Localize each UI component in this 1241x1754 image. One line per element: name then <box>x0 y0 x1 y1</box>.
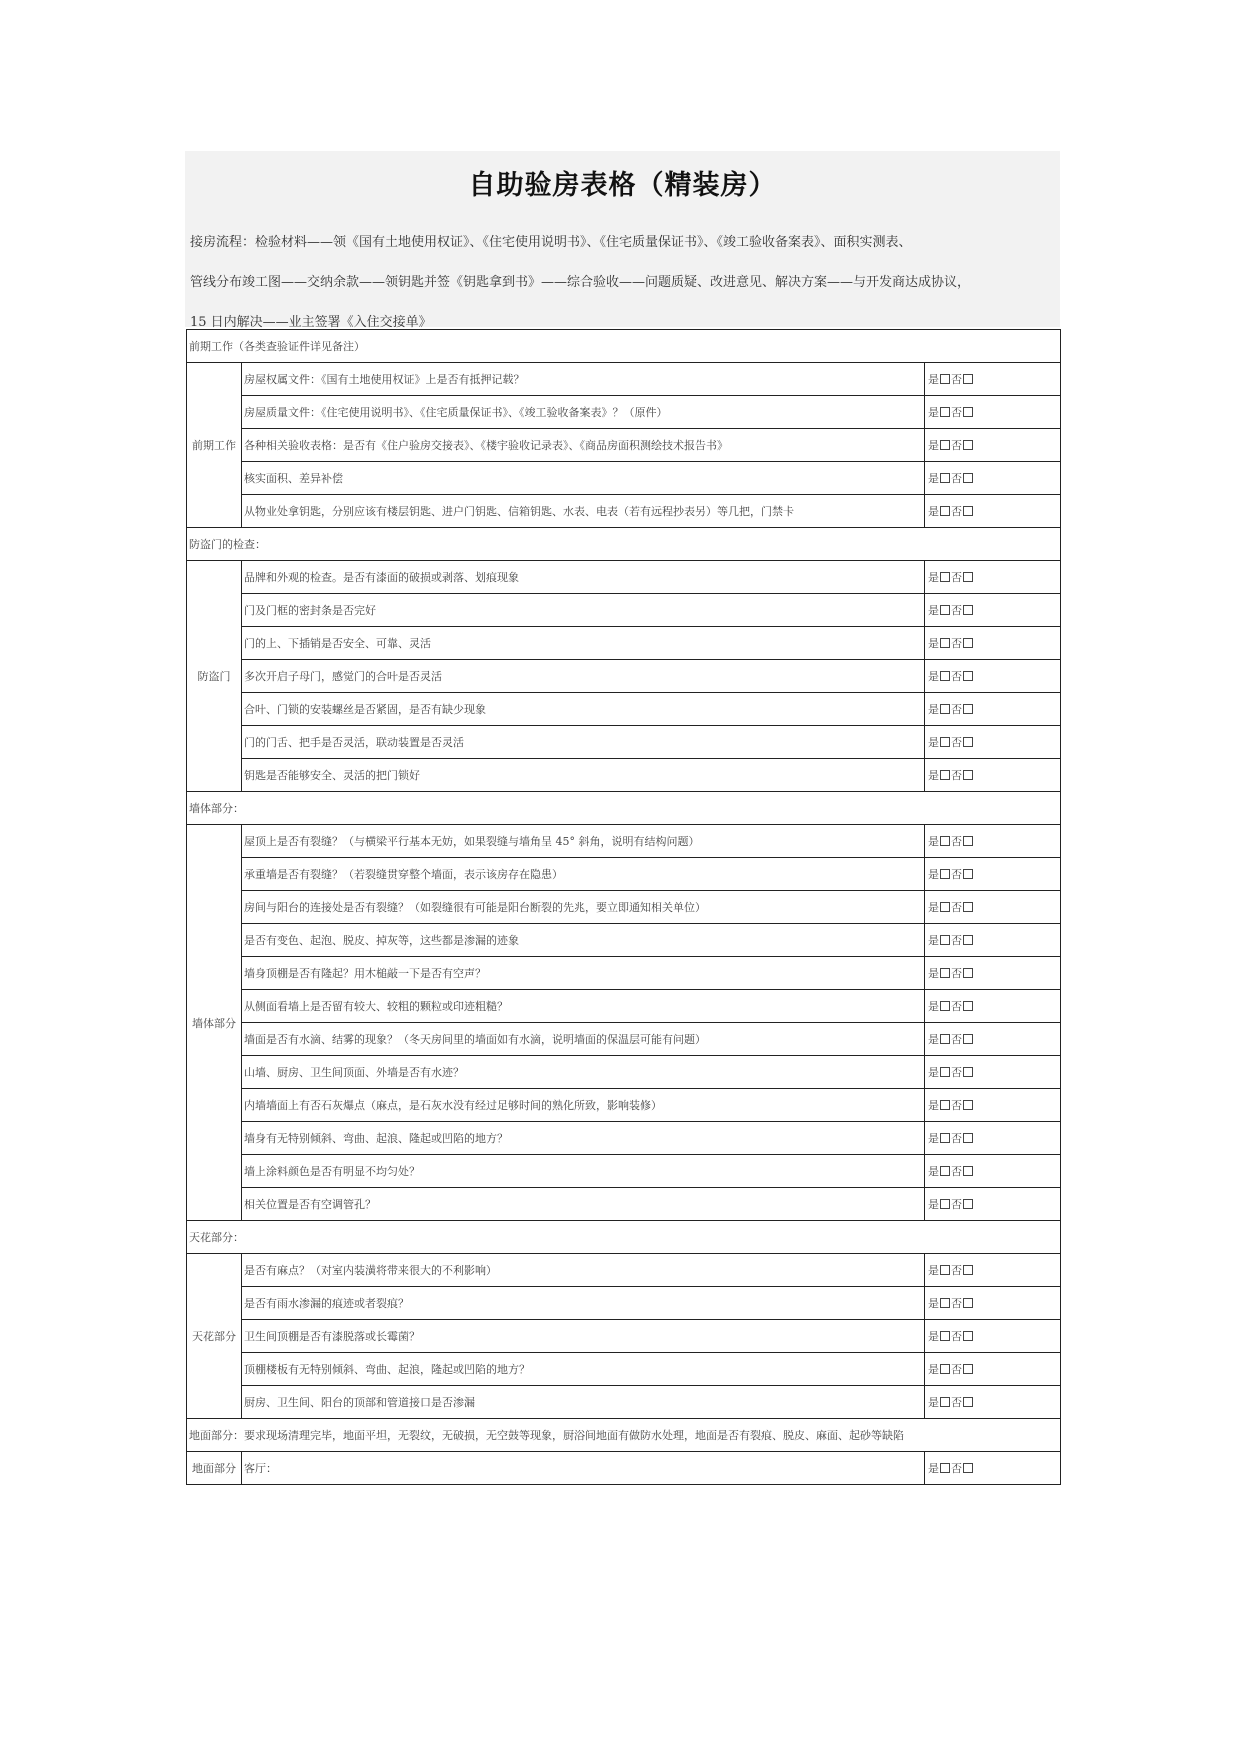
no-label: 否 <box>951 1264 962 1277</box>
yes-label: 是 <box>928 406 939 419</box>
yes-checkbox[interactable] <box>940 1067 950 1077</box>
yes-label: 是 <box>928 1264 939 1277</box>
page-title: 自助验房表格（精装房） <box>468 170 777 201</box>
no-label: 否 <box>951 901 962 914</box>
check-item: 房屋质量文件：《住宅使用说明书》、《住宅质量保证书》、《竣工验收备案表》？（原件） <box>242 396 925 429</box>
yes-no-check-cell <box>925 1122 1061 1155</box>
yes-no-check-cell <box>925 1023 1061 1056</box>
no-checkbox[interactable] <box>963 1034 973 1044</box>
yes-label: 是 <box>928 373 939 386</box>
yes-no-check-cell <box>925 627 1061 660</box>
table-row <box>187 693 1061 726</box>
yes-label: 是 <box>928 1099 939 1112</box>
yes-no-check-cell <box>925 1452 1061 1485</box>
check-item: 房屋权属文件：《国有土地使用权证》上是否有抵押记载？ <box>242 363 925 396</box>
no-checkbox[interactable] <box>963 1001 973 1011</box>
no-checkbox[interactable] <box>963 638 973 648</box>
table-row <box>187 462 1061 495</box>
yes-checkbox[interactable] <box>940 704 950 714</box>
yes-label: 是 <box>928 1066 939 1079</box>
no-checkbox[interactable] <box>963 836 973 846</box>
no-label: 否 <box>951 1330 962 1343</box>
yes-label: 是 <box>928 1396 939 1409</box>
yes-label: 是 <box>928 736 939 749</box>
section-header: 地面部分：要求现场清理完毕，地面平坦，无裂纹，无破损，无空鼓等现象，厨浴间地面有做防水处理，地面是否有裂痕、脱皮、麻面、起砂等缺陷 <box>187 1419 1061 1452</box>
yes-checkbox[interactable] <box>940 1463 950 1473</box>
yes-no-check-cell <box>925 396 1061 429</box>
yes-no-check-cell <box>925 759 1061 792</box>
table-row <box>187 1386 1061 1419</box>
check-item: 卫生间顶棚是否有漆脱落或长霉菌？ <box>242 1320 925 1353</box>
yes-checkbox[interactable] <box>940 770 950 780</box>
check-item: 墙面是否有水滴、结雾的现象？（冬天房间里的墙面如有水滴，说明墙面的保温层可能有问题） <box>242 1023 925 1056</box>
yes-label: 是 <box>928 835 939 848</box>
check-item: 核实面积、差异补偿 <box>242 462 925 495</box>
yes-no-check-cell <box>925 561 1061 594</box>
yes-label: 是 <box>928 637 939 650</box>
no-label: 否 <box>951 637 962 650</box>
table-row <box>187 396 1061 429</box>
table-row <box>187 891 1061 924</box>
section-label: 防盗门 <box>187 561 242 792</box>
no-checkbox[interactable] <box>963 869 973 879</box>
no-label: 否 <box>951 1132 962 1145</box>
table-row <box>187 594 1061 627</box>
check-item: 墙上涂料颜色是否有明显不均匀处？ <box>242 1155 925 1188</box>
yes-checkbox[interactable] <box>940 737 950 747</box>
check-item: 承重墙是否有裂缝？（若裂缝贯穿整个墙面，表示该房存在隐患） <box>242 858 925 891</box>
yes-checkbox[interactable] <box>940 1199 950 1209</box>
yes-label: 是 <box>928 1000 939 1013</box>
table-row <box>187 363 1061 396</box>
yes-label: 是 <box>928 1033 939 1046</box>
table-row <box>187 957 1061 990</box>
check-item: 多次开启子母门，感觉门的合叶是否灵活 <box>242 660 925 693</box>
yes-no-check-cell <box>925 495 1061 528</box>
no-checkbox[interactable] <box>963 1265 973 1275</box>
yes-no-check-cell <box>925 1188 1061 1221</box>
yes-label: 是 <box>928 1132 939 1145</box>
no-checkbox[interactable] <box>963 1298 973 1308</box>
no-checkbox[interactable] <box>963 1100 973 1110</box>
check-item: 从侧面看墙上是否留有较大、较粗的颗粒或印迹粗糙？ <box>242 990 925 1023</box>
check-item: 内墙墙面上有否石灰爆点（麻点，是石灰水没有经过足够时间的熟化所致，影响装修） <box>242 1089 925 1122</box>
section-header-row <box>187 528 1061 561</box>
yes-label: 是 <box>928 703 939 716</box>
no-checkbox[interactable] <box>963 737 973 747</box>
yes-checkbox[interactable] <box>940 407 950 417</box>
no-label: 否 <box>951 406 962 419</box>
yes-checkbox[interactable] <box>940 1100 950 1110</box>
no-checkbox[interactable] <box>963 1133 973 1143</box>
no-checkbox[interactable] <box>963 605 973 615</box>
no-label: 否 <box>951 868 962 881</box>
no-checkbox[interactable] <box>963 1463 973 1473</box>
table-row <box>187 1254 1061 1287</box>
yes-checkbox[interactable] <box>940 671 950 681</box>
yes-label: 是 <box>928 934 939 947</box>
no-checkbox[interactable] <box>963 572 973 582</box>
no-checkbox[interactable] <box>963 935 973 945</box>
yes-no-check-cell <box>925 1155 1061 1188</box>
section-header: 防盗门的检查： <box>187 528 1061 561</box>
yes-label: 是 <box>928 1297 939 1310</box>
section-header-row <box>187 1221 1061 1254</box>
no-checkbox[interactable] <box>963 1199 973 1209</box>
no-label: 否 <box>951 1033 962 1046</box>
no-checkbox[interactable] <box>963 770 973 780</box>
no-label: 否 <box>951 373 962 386</box>
table-row <box>187 1188 1061 1221</box>
yes-checkbox[interactable] <box>940 374 950 384</box>
table-row <box>187 1452 1061 1485</box>
yes-no-check-cell <box>925 1254 1061 1287</box>
yes-no-check-cell <box>925 825 1061 858</box>
no-label: 否 <box>951 439 962 452</box>
no-label: 否 <box>951 736 962 749</box>
no-label: 否 <box>951 1000 962 1013</box>
yes-no-check-cell <box>925 726 1061 759</box>
yes-checkbox[interactable] <box>940 968 950 978</box>
no-label: 否 <box>951 505 962 518</box>
no-label: 否 <box>951 670 962 683</box>
yes-no-check-cell <box>925 693 1061 726</box>
no-checkbox[interactable] <box>963 704 973 714</box>
yes-no-check-cell <box>925 594 1061 627</box>
yes-checkbox[interactable] <box>940 605 950 615</box>
no-label: 否 <box>951 967 962 980</box>
yes-no-check-cell <box>925 924 1061 957</box>
section-label: 墙体部分 <box>187 825 242 1221</box>
section-header-row <box>187 792 1061 825</box>
yes-checkbox[interactable] <box>940 473 950 483</box>
yes-checkbox[interactable] <box>940 1133 950 1143</box>
no-label: 否 <box>951 934 962 947</box>
no-checkbox[interactable] <box>963 1331 973 1341</box>
inspection-table <box>186 329 1061 1485</box>
yes-label: 是 <box>928 1330 939 1343</box>
yes-no-check-cell <box>925 891 1061 924</box>
table-row <box>187 1353 1061 1386</box>
no-label: 否 <box>951 604 962 617</box>
yes-checkbox[interactable] <box>940 869 950 879</box>
no-label: 否 <box>951 571 962 584</box>
yes-label: 是 <box>928 868 939 881</box>
check-item: 各种相关验收表格：是否有《住户验房交接表》、《楼宇验收记录表》、《商品房面积测绘技术报告书》 <box>242 429 925 462</box>
yes-checkbox[interactable] <box>940 1298 950 1308</box>
check-item: 合叶、门锁的安装螺丝是否紧固，是否有缺少现象 <box>242 693 925 726</box>
check-item: 墙身顶棚是否有隆起？用木槌敲一下是否有空声？ <box>242 957 925 990</box>
yes-checkbox[interactable] <box>940 1265 950 1275</box>
section-label: 天花部分 <box>187 1254 242 1419</box>
yes-label: 是 <box>928 670 939 683</box>
document-header <box>185 151 1060 330</box>
yes-no-check-cell <box>925 1386 1061 1419</box>
yes-no-check-cell <box>925 990 1061 1023</box>
table-row <box>187 1122 1061 1155</box>
no-checkbox[interactable] <box>963 902 973 912</box>
yes-checkbox[interactable] <box>940 572 950 582</box>
yes-label: 是 <box>928 1165 939 1178</box>
no-checkbox[interactable] <box>963 1397 973 1407</box>
no-label: 否 <box>951 1099 962 1112</box>
yes-no-check-cell <box>925 462 1061 495</box>
yes-checkbox[interactable] <box>940 1001 950 1011</box>
check-item: 房间与阳台的连接处是否有裂缝？（如裂缝很有可能是阳台断裂的先兆，要立即通知相关单位） <box>242 891 925 924</box>
no-checkbox[interactable] <box>963 506 973 516</box>
yes-checkbox[interactable] <box>940 1364 950 1374</box>
no-checkbox[interactable] <box>963 968 973 978</box>
yes-checkbox[interactable] <box>940 1331 950 1341</box>
table-row <box>187 858 1061 891</box>
yes-checkbox[interactable] <box>940 902 950 912</box>
yes-no-check-cell <box>925 1089 1061 1122</box>
yes-no-check-cell <box>925 363 1061 396</box>
check-item: 是否有变色、起泡、脱皮、掉灰等，这些都是渗漏的迹象 <box>242 924 925 957</box>
no-label: 否 <box>951 1363 962 1376</box>
yes-label: 是 <box>928 1363 939 1376</box>
yes-label: 是 <box>928 472 939 485</box>
check-item: 顶棚楼板有无特别倾斜、弯曲、起浪，隆起或凹陷的地方？ <box>242 1353 925 1386</box>
table-row <box>187 726 1061 759</box>
section-header: 墙体部分： <box>187 792 1061 825</box>
table-row <box>187 990 1061 1023</box>
table-row <box>187 429 1061 462</box>
section-label: 前期工作 <box>187 363 242 528</box>
no-checkbox[interactable] <box>963 407 973 417</box>
table-row <box>187 495 1061 528</box>
no-label: 否 <box>951 703 962 716</box>
no-label: 否 <box>951 1198 962 1211</box>
yes-no-check-cell <box>925 858 1061 891</box>
check-item: 从物业处拿钥匙，分别应该有楼层钥匙、进户门钥匙、信箱钥匙、水表、电表（若有远程抄表另）等几把，门禁卡 <box>242 495 925 528</box>
process-flow-line-2: 管线分布竣工图——交纳余款——领钥匙并签《钥匙拿到书》——综合验收——问题质疑、改进意见、解决方案——与开发商达成协议， <box>190 275 971 290</box>
yes-no-check-cell <box>925 660 1061 693</box>
check-item: 品牌和外观的检查。是否有漆面的破损或剥落、划痕现象 <box>242 561 925 594</box>
yes-checkbox[interactable] <box>940 638 950 648</box>
table-row <box>187 825 1061 858</box>
check-item: 屋顶上是否有裂缝？（与横梁平行基本无妨，如果裂缝与墙角呈 45° 斜角，说明有结构问题） <box>242 825 925 858</box>
yes-checkbox[interactable] <box>940 1397 950 1407</box>
no-label: 否 <box>951 835 962 848</box>
yes-checkbox[interactable] <box>940 935 950 945</box>
check-item: 客厅： <box>242 1452 925 1485</box>
yes-no-check-cell <box>925 429 1061 462</box>
section-header-row <box>187 1419 1061 1452</box>
no-label: 否 <box>951 1165 962 1178</box>
check-item: 墙身有无特别倾斜、弯曲、起浪、隆起或凹陷的地方？ <box>242 1122 925 1155</box>
table-row <box>187 660 1061 693</box>
section-header-row <box>187 330 1061 363</box>
no-label: 否 <box>951 1396 962 1409</box>
no-checkbox[interactable] <box>963 1166 973 1176</box>
table-row <box>187 627 1061 660</box>
yes-label: 是 <box>928 901 939 914</box>
table-row <box>187 1287 1061 1320</box>
yes-label: 是 <box>928 769 939 782</box>
no-label: 否 <box>951 472 962 485</box>
no-checkbox[interactable] <box>963 671 973 681</box>
check-item: 门的门舌、把手是否灵活，联动装置是否灵活 <box>242 726 925 759</box>
yes-no-check-cell <box>925 957 1061 990</box>
table-row <box>187 1089 1061 1122</box>
table-row <box>187 924 1061 957</box>
yes-checkbox[interactable] <box>940 1166 950 1176</box>
yes-label: 是 <box>928 505 939 518</box>
yes-checkbox[interactable] <box>940 506 950 516</box>
process-flow-line-1: 接房流程：检验材料——领《国有土地使用权证》、《住宅使用说明书》、《住宅质量保证书》、《竣工验收备案表》、面积实测表、 <box>190 235 912 250</box>
check-item: 厨房、卫生间、阳台的顶部和管道接口是否渗漏 <box>242 1386 925 1419</box>
table-row <box>187 1023 1061 1056</box>
check-item: 门的上、下插销是否安全、可靠、灵活 <box>242 627 925 660</box>
no-label: 否 <box>951 769 962 782</box>
no-label: 否 <box>951 1066 962 1079</box>
yes-label: 是 <box>928 604 939 617</box>
yes-label: 是 <box>928 571 939 584</box>
no-checkbox[interactable] <box>963 440 973 450</box>
table-row <box>187 1155 1061 1188</box>
section-label: 地面部分 <box>187 1452 242 1485</box>
no-checkbox[interactable] <box>963 374 973 384</box>
yes-checkbox[interactable] <box>940 440 950 450</box>
section-header: 前期工作（各类查验证件详见备注） <box>187 330 1061 363</box>
yes-no-check-cell <box>925 1353 1061 1386</box>
no-checkbox[interactable] <box>963 1067 973 1077</box>
process-flow-line-3: 15 日内解决——业主签署《入住交接单》 <box>190 315 432 330</box>
no-checkbox[interactable] <box>963 1364 973 1374</box>
table-row <box>187 561 1061 594</box>
check-item: 钥匙是否能够安全、灵活的把门锁好 <box>242 759 925 792</box>
table-row <box>187 1320 1061 1353</box>
yes-checkbox[interactable] <box>940 1034 950 1044</box>
yes-label: 是 <box>928 1462 939 1475</box>
check-item: 是否有雨水渗漏的痕迹或者裂痕？ <box>242 1287 925 1320</box>
yes-label: 是 <box>928 967 939 980</box>
yes-label: 是 <box>928 1198 939 1211</box>
check-item: 山墙、厨房、卫生间顶面、外墙是否有水迹？ <box>242 1056 925 1089</box>
section-header: 天花部分： <box>187 1221 1061 1254</box>
check-item: 相关位置是否有空调管孔？ <box>242 1188 925 1221</box>
no-label: 否 <box>951 1462 962 1475</box>
yes-no-check-cell <box>925 1056 1061 1089</box>
no-label: 否 <box>951 1297 962 1310</box>
yes-label: 是 <box>928 439 939 452</box>
no-checkbox[interactable] <box>963 473 973 483</box>
yes-checkbox[interactable] <box>940 836 950 846</box>
check-item: 是否有麻点？（对室内装潢将带来很大的不利影响） <box>242 1254 925 1287</box>
table-row <box>187 759 1061 792</box>
check-item: 门及门框的密封条是否完好 <box>242 594 925 627</box>
yes-no-check-cell <box>925 1287 1061 1320</box>
table-row <box>187 1056 1061 1089</box>
yes-no-check-cell <box>925 1320 1061 1353</box>
